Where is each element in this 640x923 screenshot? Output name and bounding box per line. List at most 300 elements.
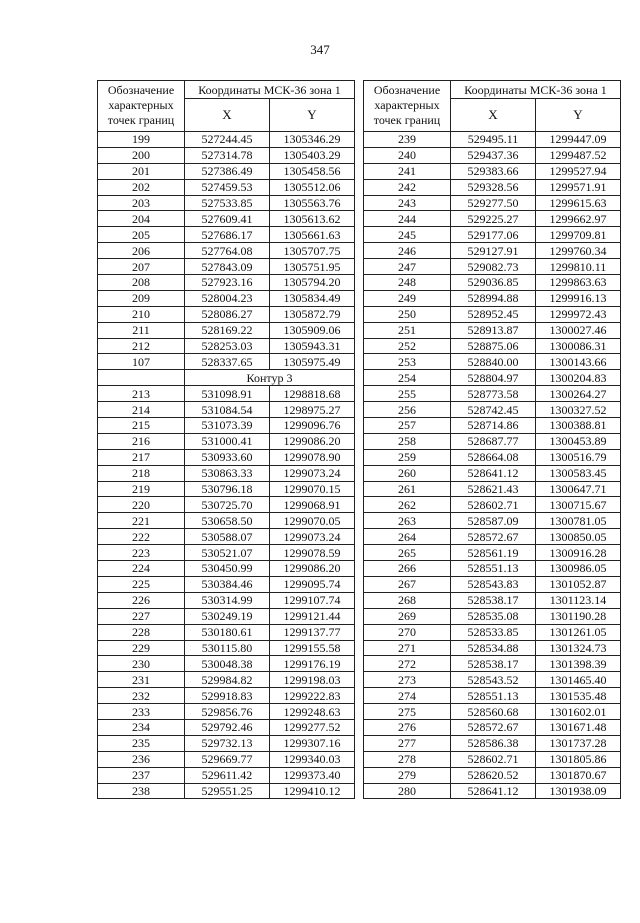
y-coordinate: 1299340.03 — [270, 751, 355, 767]
x-coordinate: 529225.27 — [451, 211, 536, 227]
y-coordinate: 1300388.81 — [536, 418, 621, 434]
point-number: 267 — [364, 576, 451, 592]
x-coordinate: 528538.17 — [451, 656, 536, 672]
y-coordinate: 1300327.52 — [536, 402, 621, 418]
y-coordinate: 1299137.77 — [270, 624, 355, 640]
y-coordinate: 1299248.63 — [270, 704, 355, 720]
x-coordinate: 530658.50 — [185, 513, 270, 529]
table-row — [98, 656, 355, 672]
table-row — [98, 449, 355, 465]
point-number: 253 — [364, 354, 451, 370]
table-row — [364, 322, 621, 338]
y-coordinate: 1305403.29 — [270, 147, 355, 163]
x-coordinate: 528621.43 — [451, 481, 536, 497]
x-column-header: X — [185, 99, 270, 132]
point-number: 201 — [98, 163, 185, 179]
table-row — [364, 767, 621, 783]
x-column-header: X — [451, 99, 536, 132]
x-coordinate: 527386.49 — [185, 163, 270, 179]
point-number: 250 — [364, 306, 451, 322]
table-row — [364, 386, 621, 402]
y-coordinate: 1300453.89 — [536, 433, 621, 449]
table-row — [364, 354, 621, 370]
point-number: 222 — [98, 529, 185, 545]
y-coordinate: 1299222.83 — [270, 688, 355, 704]
point-number: 248 — [364, 275, 451, 291]
point-number: 232 — [98, 688, 185, 704]
y-coordinate: 1305458.56 — [270, 163, 355, 179]
table-row — [364, 513, 621, 529]
x-coordinate: 530115.80 — [185, 640, 270, 656]
point-number: 246 — [364, 243, 451, 259]
y-coordinate: 1299107.74 — [270, 592, 355, 608]
point-number: 247 — [364, 259, 451, 275]
table-row — [98, 640, 355, 656]
point-number: 254 — [364, 370, 451, 386]
table-row — [364, 624, 621, 640]
point-number: 278 — [364, 751, 451, 767]
table-row — [98, 592, 355, 608]
point-label-header: Обозначение характерных точек границ — [364, 81, 451, 132]
x-coordinate: 528773.58 — [451, 386, 536, 402]
y-coordinate: 1299070.15 — [270, 481, 355, 497]
point-number: 212 — [98, 338, 185, 354]
table-row — [98, 147, 355, 163]
y-coordinate: 1300027.46 — [536, 322, 621, 338]
point-number: 239 — [364, 132, 451, 148]
x-coordinate: 528535.08 — [451, 608, 536, 624]
x-coordinate: 529551.25 — [185, 783, 270, 799]
x-coordinate: 529611.42 — [185, 767, 270, 783]
point-number: 268 — [364, 592, 451, 608]
point-number: 235 — [98, 735, 185, 751]
x-coordinate: 529383.66 — [451, 163, 536, 179]
point-number: 249 — [364, 290, 451, 306]
right-table-body — [364, 132, 621, 799]
y-coordinate: 1300647.71 — [536, 481, 621, 497]
y-coordinate: 1305794.20 — [270, 275, 355, 291]
table-row — [98, 783, 355, 799]
table-row — [364, 545, 621, 561]
x-coordinate: 528875.06 — [451, 338, 536, 354]
table-row — [364, 290, 621, 306]
x-coordinate: 529437.36 — [451, 147, 536, 163]
x-coordinate: 528620.52 — [451, 767, 536, 783]
table-row — [98, 513, 355, 529]
y-coordinate: 1299615.63 — [536, 195, 621, 211]
table-row — [98, 497, 355, 513]
point-number: 206 — [98, 243, 185, 259]
x-coordinate: 527244.45 — [185, 132, 270, 148]
x-coordinate: 531073.39 — [185, 418, 270, 434]
point-number: 276 — [364, 719, 451, 735]
x-coordinate: 530384.46 — [185, 576, 270, 592]
y-coordinate: 1301261.05 — [536, 624, 621, 640]
point-number: 236 — [98, 751, 185, 767]
y-column-header: Y — [270, 99, 355, 132]
point-number: 262 — [364, 497, 451, 513]
x-coordinate: 528560.68 — [451, 704, 536, 720]
x-coordinate: 530521.07 — [185, 545, 270, 561]
table-row — [98, 465, 355, 481]
table-row — [98, 354, 355, 370]
table-row — [364, 497, 621, 513]
table-row — [98, 719, 355, 735]
point-number: 240 — [364, 147, 451, 163]
table-row — [98, 576, 355, 592]
table-row — [98, 735, 355, 751]
point-number: 263 — [364, 513, 451, 529]
x-coordinate: 528586.38 — [451, 735, 536, 751]
table-row — [364, 672, 621, 688]
table-row — [364, 163, 621, 179]
y-coordinate: 1300516.79 — [536, 449, 621, 465]
y-coordinate: 1299487.52 — [536, 147, 621, 163]
x-coordinate: 528253.03 — [185, 338, 270, 354]
point-number: 257 — [364, 418, 451, 434]
x-coordinate: 528572.67 — [451, 719, 536, 735]
y-coordinate: 1299307.16 — [270, 735, 355, 751]
point-number: 251 — [364, 322, 451, 338]
x-coordinate: 528538.17 — [451, 592, 536, 608]
y-coordinate: 1299810.11 — [536, 259, 621, 275]
x-coordinate: 529127.91 — [451, 243, 536, 259]
point-number: 204 — [98, 211, 185, 227]
x-coordinate: 530863.33 — [185, 465, 270, 481]
point-number: 223 — [98, 545, 185, 561]
x-coordinate: 528169.22 — [185, 322, 270, 338]
section-row — [98, 370, 355, 386]
y-coordinate: 1301324.73 — [536, 640, 621, 656]
table-row — [364, 529, 621, 545]
point-number: 277 — [364, 735, 451, 751]
x-coordinate: 528086.27 — [185, 306, 270, 322]
table-row — [364, 561, 621, 577]
table-row — [98, 195, 355, 211]
y-coordinate: 1299277.52 — [270, 719, 355, 735]
coordinates-header: Координаты МСК-36 зона 1 — [451, 81, 621, 99]
x-coordinate: 527923.16 — [185, 275, 270, 291]
y-coordinate: 1299073.24 — [270, 529, 355, 545]
y-coordinate: 1305512.06 — [270, 179, 355, 195]
point-number: 266 — [364, 561, 451, 577]
y-column-header: Y — [536, 99, 621, 132]
coordinates-tables — [97, 80, 621, 799]
y-coordinate: 1305834.49 — [270, 290, 355, 306]
point-number: 265 — [364, 545, 451, 561]
table-row — [98, 211, 355, 227]
table-row — [98, 418, 355, 434]
y-coordinate: 1305751.95 — [270, 259, 355, 275]
coordinates-table-right — [363, 80, 621, 799]
y-coordinate: 1305975.49 — [270, 354, 355, 370]
point-number: 255 — [364, 386, 451, 402]
x-coordinate: 528804.97 — [451, 370, 536, 386]
y-coordinate: 1299447.09 — [536, 132, 621, 148]
point-number: 256 — [364, 402, 451, 418]
x-coordinate: 529036.85 — [451, 275, 536, 291]
table-row — [98, 688, 355, 704]
table-row — [364, 179, 621, 195]
point-number: 261 — [364, 481, 451, 497]
table-row — [364, 418, 621, 434]
y-coordinate: 1299073.24 — [270, 465, 355, 481]
point-number: 258 — [364, 433, 451, 449]
y-coordinate: 1305613.62 — [270, 211, 355, 227]
y-coordinate: 1305872.79 — [270, 306, 355, 322]
table-row — [98, 433, 355, 449]
section-title: Контур 3 — [185, 370, 355, 386]
point-number: 214 — [98, 402, 185, 418]
table-row — [98, 275, 355, 291]
x-coordinate: 528543.52 — [451, 672, 536, 688]
y-coordinate: 1301123.14 — [536, 592, 621, 608]
point-number: 259 — [364, 449, 451, 465]
y-coordinate: 1299096.76 — [270, 418, 355, 434]
point-number: 252 — [364, 338, 451, 354]
x-coordinate: 528641.12 — [451, 783, 536, 799]
coordinates-table-left — [97, 80, 355, 799]
page-number: 347 — [310, 42, 330, 57]
x-coordinate: 530588.07 — [185, 529, 270, 545]
table-row — [364, 688, 621, 704]
y-coordinate: 1299078.59 — [270, 545, 355, 561]
y-coordinate: 1300264.27 — [536, 386, 621, 402]
y-coordinate: 1299155.58 — [270, 640, 355, 656]
y-coordinate: 1300850.05 — [536, 529, 621, 545]
point-number: 238 — [98, 783, 185, 799]
y-coordinate: 1299086.20 — [270, 561, 355, 577]
point-number: 208 — [98, 275, 185, 291]
y-coordinate: 1301671.48 — [536, 719, 621, 735]
x-coordinate: 530314.99 — [185, 592, 270, 608]
x-coordinate: 529792.46 — [185, 719, 270, 735]
table-row — [98, 402, 355, 418]
y-coordinate: 1300086.31 — [536, 338, 621, 354]
table-row — [364, 195, 621, 211]
x-coordinate: 528602.71 — [451, 751, 536, 767]
x-coordinate: 530249.19 — [185, 608, 270, 624]
table-row — [98, 306, 355, 322]
table-row — [98, 132, 355, 148]
point-number: 260 — [364, 465, 451, 481]
y-coordinate: 1299571.91 — [536, 179, 621, 195]
point-number: 205 — [98, 227, 185, 243]
x-coordinate: 530796.18 — [185, 481, 270, 497]
x-coordinate: 528337.65 — [185, 354, 270, 370]
point-number: 220 — [98, 497, 185, 513]
y-coordinate: 1300204.83 — [536, 370, 621, 386]
y-coordinate: 1301398.39 — [536, 656, 621, 672]
y-coordinate: 1299760.34 — [536, 243, 621, 259]
x-coordinate: 529082.73 — [451, 259, 536, 275]
y-coordinate: 1301737.28 — [536, 735, 621, 751]
x-coordinate: 528994.88 — [451, 290, 536, 306]
table-row — [98, 243, 355, 259]
x-coordinate: 531084.54 — [185, 402, 270, 418]
x-coordinate: 530725.70 — [185, 497, 270, 513]
table-row — [98, 608, 355, 624]
point-number: 203 — [98, 195, 185, 211]
x-coordinate: 530048.38 — [185, 656, 270, 672]
table-row — [364, 259, 621, 275]
y-coordinate: 1299070.05 — [270, 513, 355, 529]
table-row — [364, 147, 621, 163]
x-coordinate: 528543.83 — [451, 576, 536, 592]
table-row — [364, 704, 621, 720]
y-coordinate: 1299068.91 — [270, 497, 355, 513]
table-row — [364, 608, 621, 624]
table-row — [98, 163, 355, 179]
y-coordinate: 1299176.19 — [270, 656, 355, 672]
x-coordinate: 528742.45 — [451, 402, 536, 418]
point-number: 228 — [98, 624, 185, 640]
x-coordinate: 527314.78 — [185, 147, 270, 163]
table-row — [98, 481, 355, 497]
x-coordinate: 527686.17 — [185, 227, 270, 243]
table-row — [364, 640, 621, 656]
x-coordinate: 528551.13 — [451, 561, 536, 577]
table-row — [98, 386, 355, 402]
point-number: 273 — [364, 672, 451, 688]
x-coordinate: 528952.45 — [451, 306, 536, 322]
x-coordinate: 528913.87 — [451, 322, 536, 338]
table-row — [364, 227, 621, 243]
point-number: 271 — [364, 640, 451, 656]
table-row — [364, 402, 621, 418]
x-coordinate: 528561.19 — [451, 545, 536, 561]
x-coordinate: 528004.23 — [185, 290, 270, 306]
y-coordinate: 1300781.05 — [536, 513, 621, 529]
point-number: 216 — [98, 433, 185, 449]
x-coordinate: 529328.56 — [451, 179, 536, 195]
point-number: 264 — [364, 529, 451, 545]
x-coordinate: 528714.86 — [451, 418, 536, 434]
table-row — [364, 481, 621, 497]
y-coordinate: 1305943.31 — [270, 338, 355, 354]
table-row — [364, 719, 621, 735]
y-coordinate: 1299662.97 — [536, 211, 621, 227]
y-coordinate: 1299972.43 — [536, 306, 621, 322]
table-row — [364, 306, 621, 322]
x-coordinate: 529495.11 — [451, 132, 536, 148]
x-coordinate: 529918.83 — [185, 688, 270, 704]
point-number: 241 — [364, 163, 451, 179]
table-row — [364, 132, 621, 148]
table-row — [98, 290, 355, 306]
y-coordinate: 1301870.67 — [536, 767, 621, 783]
point-number: 227 — [98, 608, 185, 624]
point-number: 243 — [364, 195, 451, 211]
table-row — [364, 751, 621, 767]
table-row — [364, 211, 621, 227]
x-coordinate: 530933.60 — [185, 449, 270, 465]
point-label-header: Обозначение характерных точек границ — [98, 81, 185, 132]
point-number: 280 — [364, 783, 451, 799]
point-number: 211 — [98, 322, 185, 338]
y-coordinate: 1299527.94 — [536, 163, 621, 179]
table-row — [98, 227, 355, 243]
table-row — [364, 656, 621, 672]
point-number: 107 — [98, 354, 185, 370]
x-coordinate: 529277.50 — [451, 195, 536, 211]
table-row — [98, 259, 355, 275]
y-coordinate: 1300583.45 — [536, 465, 621, 481]
y-coordinate: 1299086.20 — [270, 433, 355, 449]
y-coordinate: 1298818.68 — [270, 386, 355, 402]
x-coordinate: 528687.77 — [451, 433, 536, 449]
y-coordinate: 1305346.29 — [270, 132, 355, 148]
point-number: 215 — [98, 418, 185, 434]
x-coordinate: 530450.99 — [185, 561, 270, 577]
point-number: 234 — [98, 719, 185, 735]
table-row — [364, 275, 621, 291]
x-coordinate: 529669.77 — [185, 751, 270, 767]
x-coordinate: 528534.88 — [451, 640, 536, 656]
y-coordinate: 1299709.81 — [536, 227, 621, 243]
y-coordinate: 1299373.40 — [270, 767, 355, 783]
table-row — [98, 624, 355, 640]
x-coordinate: 528664.08 — [451, 449, 536, 465]
x-coordinate: 531098.91 — [185, 386, 270, 402]
point-number: 210 — [98, 306, 185, 322]
table-row — [98, 322, 355, 338]
point-number: 274 — [364, 688, 451, 704]
point-number: 269 — [364, 608, 451, 624]
point-number: 270 — [364, 624, 451, 640]
x-coordinate: 528572.67 — [451, 529, 536, 545]
y-coordinate: 1298975.27 — [270, 402, 355, 418]
point-number: 230 — [98, 656, 185, 672]
point-number: 233 — [98, 704, 185, 720]
point-number: 244 — [364, 211, 451, 227]
left-table-body — [98, 132, 355, 799]
x-coordinate: 531000.41 — [185, 433, 270, 449]
x-coordinate: 529177.06 — [451, 227, 536, 243]
y-coordinate: 1305563.76 — [270, 195, 355, 211]
x-coordinate: 527609.41 — [185, 211, 270, 227]
point-number: 199 — [98, 132, 185, 148]
section-spacer — [98, 370, 185, 386]
y-coordinate: 1301052.87 — [536, 576, 621, 592]
x-coordinate: 529984.82 — [185, 672, 270, 688]
x-coordinate: 528602.71 — [451, 497, 536, 513]
y-coordinate: 1299916.13 — [536, 290, 621, 306]
point-number: 218 — [98, 465, 185, 481]
y-coordinate: 1305707.75 — [270, 243, 355, 259]
point-number: 275 — [364, 704, 451, 720]
table-row — [364, 576, 621, 592]
y-coordinate: 1300143.66 — [536, 354, 621, 370]
y-coordinate: 1299198.03 — [270, 672, 355, 688]
x-coordinate: 528641.12 — [451, 465, 536, 481]
point-number: 242 — [364, 179, 451, 195]
point-number: 226 — [98, 592, 185, 608]
point-number: 213 — [98, 386, 185, 402]
coordinates-header: Координаты МСК-36 зона 1 — [185, 81, 355, 99]
y-coordinate: 1305661.63 — [270, 227, 355, 243]
y-coordinate: 1299095.74 — [270, 576, 355, 592]
point-number: 229 — [98, 640, 185, 656]
table-row — [364, 433, 621, 449]
table-row — [98, 672, 355, 688]
table-row — [364, 449, 621, 465]
table-row — [98, 545, 355, 561]
point-number: 279 — [364, 767, 451, 783]
y-coordinate: 1299121.44 — [270, 608, 355, 624]
y-coordinate: 1301938.09 — [536, 783, 621, 799]
x-coordinate: 528533.85 — [451, 624, 536, 640]
